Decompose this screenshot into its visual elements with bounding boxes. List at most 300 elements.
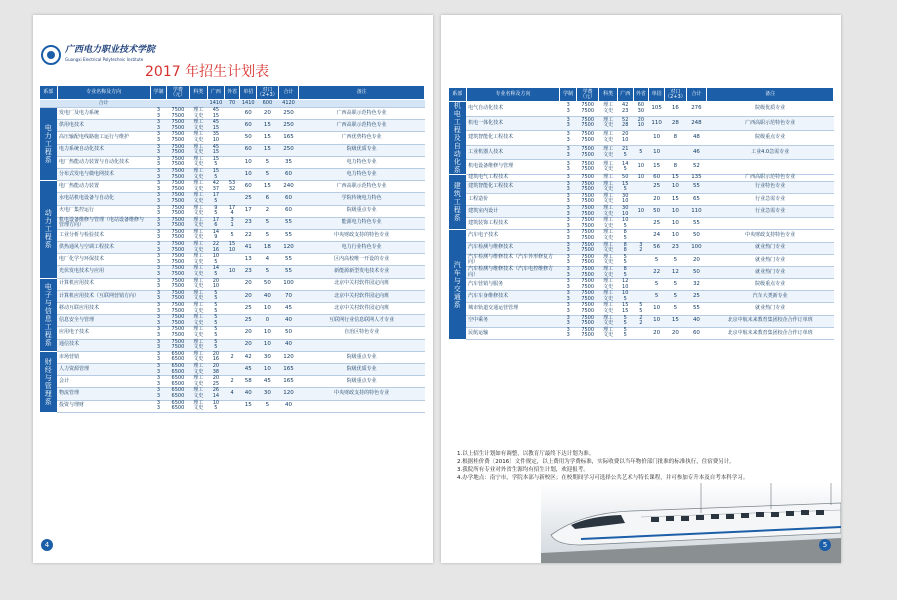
major-name: 建筑电气工程技术: [466, 175, 560, 182]
category-value: 理工 文史: [189, 120, 207, 132]
fee-value: 6500 6500: [167, 351, 190, 363]
table-row: [40, 193, 425, 205]
right-page: [441, 15, 841, 563]
single-exam-quota: 20: [240, 290, 257, 302]
major-name: 机电设备维修与管理: [466, 160, 560, 175]
counterpart-quota: 15: [665, 175, 687, 182]
total-quota: 55: [278, 254, 299, 266]
fee-value: 7500 7500: [576, 181, 599, 193]
category-value: 理工 文史: [599, 254, 617, 266]
remark: [299, 400, 425, 412]
single-exam-quota: 50: [649, 205, 665, 217]
counterpart-quota: 6: [257, 193, 279, 205]
years-value: 3 3: [150, 339, 166, 351]
other-province-quota: [633, 131, 649, 146]
total-quota: 32: [686, 279, 707, 291]
remark: 院级重点专业: [707, 131, 834, 146]
remark: 北京中关村软件园定向班: [299, 303, 425, 315]
total-quota: 276: [686, 102, 707, 117]
other-province-quota: 15 10: [224, 242, 240, 254]
counterpart-quota: 0: [257, 315, 279, 327]
table-row: [449, 291, 834, 303]
counterpart-quota: 10: [257, 327, 279, 339]
fee-value: 7500 7500: [576, 205, 599, 217]
remark: 北京中航未来教育集团校企合作订单班: [707, 327, 834, 339]
counterpart-quota: 5: [257, 266, 279, 278]
remark: 互联网行业信息联网人才专业: [299, 315, 425, 327]
major-name: 建筑装饰工程技术: [466, 218, 560, 230]
total-value: 4120: [278, 100, 299, 108]
total-quota: 135: [686, 175, 707, 182]
single-exam-quota: 40: [240, 388, 257, 400]
guangxi-quota: 30 10: [617, 205, 633, 217]
total-label: 合计: [57, 100, 150, 108]
years-value: 3 3: [150, 217, 166, 229]
fee-value: 7500 7500: [167, 266, 190, 278]
note-line: 2.根据桂价费〔2016〕文件规定，以上费用为学费标准，实际收费以当年物价部门批准的标准执行，住宿费另计。: [457, 459, 735, 465]
category-value: 理工 文史: [599, 291, 617, 303]
table-row: [449, 230, 834, 242]
column-header: 系部: [40, 86, 58, 100]
single-exam-quota: 20: [649, 193, 665, 205]
years-value: 3 3: [560, 205, 576, 217]
single-exam-quota: 5: [649, 254, 665, 266]
other-province-quota: 53 32: [224, 181, 240, 193]
single-exam-quota: 5: [649, 279, 665, 291]
category-value: 理工 文史: [599, 102, 617, 117]
years-value: 3 3: [150, 156, 166, 168]
years-value: 3 3: [560, 218, 576, 230]
table-row: [449, 193, 834, 205]
table-row: [40, 156, 425, 168]
other-province-quota: [224, 400, 240, 412]
guangxi-quota: 5 5: [208, 290, 225, 302]
total-quota: 55: [686, 303, 707, 315]
remark: 行业急需专业: [707, 205, 834, 217]
table-row: [449, 205, 834, 217]
guangxi-quota: 5 5: [208, 339, 225, 351]
years-value: 3 3: [560, 254, 576, 266]
years-value: 3 3: [560, 145, 576, 160]
fee-value: 7500 7500: [576, 193, 599, 205]
guangxi-quota: 26 14: [208, 388, 225, 400]
table-row: [40, 290, 425, 302]
column-header: 单招: [240, 86, 257, 100]
other-province-quota: 2: [224, 351, 240, 363]
department-cell: 汽车与交通系: [449, 230, 467, 340]
guangxi-quota: 15 5: [208, 168, 225, 180]
category-value: 理工 文史: [189, 156, 207, 168]
guangxi-quota: 5 5: [208, 303, 225, 315]
other-province-quota: 5 5: [633, 303, 649, 315]
major-name: 建筑智能化工程技术: [466, 131, 560, 146]
counterpart-quota: 40: [257, 290, 279, 302]
enrollment-table-right: [448, 87, 834, 340]
counterpart-quota: 5: [665, 291, 687, 303]
guangxi-quota: 5 5: [208, 315, 225, 327]
category-value: 理工 文史: [599, 193, 617, 205]
table-row: [449, 327, 834, 339]
table-row: [449, 303, 834, 315]
left-page: [33, 15, 433, 563]
note-line: 1.以上招生计划如有调整，以教育厅最终下达计划为准。: [457, 451, 595, 457]
other-province-quota: [633, 193, 649, 205]
guangxi-quota: 30 10: [617, 193, 633, 205]
department-cell: 电力工程系: [40, 108, 58, 181]
table-row: [40, 205, 425, 217]
years-value: 3 3: [150, 376, 166, 388]
category-value: 理工 文史: [189, 400, 207, 412]
other-province-quota: [633, 218, 649, 230]
counterpart-quota: 10: [665, 218, 687, 230]
guangxi-quota: 50: [617, 175, 633, 182]
single-exam-quota: 10: [649, 303, 665, 315]
remark: 自治区特色专业: [299, 327, 425, 339]
high-speed-train-image: [541, 483, 841, 563]
table-header-row: [449, 88, 834, 102]
guangxi-quota: 5 5: [617, 327, 633, 339]
fee-value: 7500 7500: [167, 242, 190, 254]
total-quota: 60: [278, 205, 299, 217]
department-cell: 电子与信息工程系: [40, 278, 58, 351]
other-province-quota: [224, 303, 240, 315]
major-name: 工业机器人技术: [466, 145, 560, 160]
major-name: 汽车电子技术: [466, 230, 560, 242]
guangxi-quota: 8 8: [617, 242, 633, 254]
remark: 就业热门专业: [707, 266, 834, 278]
guangxi-quota: 8 5: [617, 230, 633, 242]
remark: 就业热门专业: [707, 242, 834, 254]
major-name: 汽车营销与服务: [466, 279, 560, 291]
fee-value: 7500: [576, 175, 599, 182]
remark: 行业特色专业: [707, 181, 834, 193]
category-value: 理工 文史: [189, 254, 207, 266]
table-row: [40, 254, 425, 266]
total-quota: 20: [686, 254, 707, 266]
column-header: 对口（2+3）: [665, 88, 686, 100]
other-province-quota: 10: [224, 266, 240, 278]
remark: 电力行业特色专业: [299, 242, 425, 254]
table-row: [40, 242, 425, 254]
major-name: 高压输配电线路施工运行与维护: [57, 132, 150, 144]
category-value: 理工 文史: [189, 315, 207, 327]
single-exam-quota: 23: [240, 266, 257, 278]
table-row: [40, 315, 425, 327]
guangxi-quota: 9 5: [208, 205, 225, 217]
major-name: 空中乘务: [466, 315, 560, 327]
single-exam-quota: 25: [240, 193, 257, 205]
total-quota: 35: [278, 156, 299, 168]
counterpart-quota: 16: [665, 102, 687, 117]
table-row: [449, 266, 834, 278]
years-value: 3 3: [150, 266, 166, 278]
other-province-quota: 5: [633, 145, 649, 160]
guangxi-quota: 45 15: [208, 108, 225, 120]
fee-value: 7500 7500: [167, 144, 190, 156]
page-number-right: 5: [819, 539, 831, 551]
counterpart-quota: 15: [257, 181, 279, 193]
category-value: 理工 文史: [189, 229, 207, 241]
total-quota: 250: [278, 108, 299, 120]
years-value: 3 3: [150, 242, 166, 254]
other-province-quota: [224, 144, 240, 156]
counterpart-quota: 23: [665, 242, 687, 254]
fee-value: 7500 7500: [576, 315, 599, 327]
category-value: 理工 文史: [189, 168, 207, 180]
fee-value: 7500 7500: [167, 254, 190, 266]
remark: 北京中关村软件园定向班: [299, 278, 425, 290]
counterpart-quota: 10: [665, 205, 687, 217]
total-row: [40, 100, 425, 108]
single-exam-quota: 56: [649, 242, 665, 254]
page-number-left: 4: [41, 539, 53, 551]
years-value: 3 3: [150, 388, 166, 400]
counterpart-quota: 18: [257, 242, 279, 254]
remark: 广西高职示范特色专业: [707, 175, 834, 182]
fee-value: 7500 7500: [576, 303, 599, 315]
major-name: 机电一体化技术: [466, 116, 560, 131]
table-row: [449, 254, 834, 266]
total-quota: 40: [686, 315, 707, 327]
category-value: 理工 文史: [189, 242, 207, 254]
other-province-quota: 2: [224, 376, 240, 388]
major-name: 计算机应用技术: [57, 278, 150, 290]
total-quota: 55: [278, 217, 299, 229]
remark: 院级重点专业: [299, 351, 425, 363]
major-name: 工业分析与检验技术: [57, 229, 150, 241]
counterpart-quota: 15: [257, 144, 279, 156]
table-row: [40, 303, 425, 315]
column-header: 广西: [617, 88, 633, 102]
page-title: 2017 年招生计划表: [145, 64, 270, 80]
total-quota: 65: [686, 193, 707, 205]
guangxi-quota: 15 5: [617, 181, 633, 193]
total-quota: 52: [686, 160, 707, 175]
category-value: 理工 文史: [599, 131, 617, 146]
total-quota: 50: [686, 266, 707, 278]
years-value: 3 3: [560, 116, 576, 131]
school-name-en: Guangxi Electrical Polytechnic Institute: [65, 57, 144, 62]
major-name: 供热通风与空调工程技术: [57, 242, 150, 254]
table-row: [40, 181, 425, 193]
guangxi-quota: 17 5: [208, 193, 225, 205]
other-province-quota: [224, 132, 240, 144]
other-province-quota: [633, 266, 649, 278]
total-quota: 165: [278, 376, 299, 388]
major-name: 汽车检测与维修技术: [466, 242, 560, 254]
fee-value: 7500 7500: [576, 145, 599, 160]
column-header: 学制: [560, 88, 576, 102]
total-quota: 250: [278, 120, 299, 132]
column-header: 学制: [150, 86, 166, 100]
other-province-quota: 10: [633, 175, 649, 182]
fee-value: 7500 7500: [167, 193, 190, 205]
guangxi-quota: 21 5: [617, 145, 633, 160]
years-value: 3 3: [150, 205, 166, 217]
total-quota: 40: [278, 400, 299, 412]
counterpart-quota: 10: [257, 303, 279, 315]
guangxi-quota: 45 15: [208, 120, 225, 132]
single-exam-quota: 105: [649, 102, 665, 117]
table-row: [449, 145, 834, 160]
other-province-quota: [224, 156, 240, 168]
major-name: 水电站机电设备与自动化: [57, 193, 150, 205]
single-exam-quota: 22: [649, 266, 665, 278]
fee-value: 7500 7500: [167, 168, 190, 180]
counterpart-quota: 20: [665, 327, 687, 339]
years-value: 3 3: [150, 132, 166, 144]
guangxi-quota: 14 5: [617, 160, 633, 175]
counterpart-quota: 5: [257, 168, 279, 180]
total-value: 70: [224, 100, 240, 108]
column-header: 专业名称及方向: [466, 88, 560, 102]
fee-value: 7500 7500: [167, 290, 190, 302]
total-quota: 46: [686, 145, 707, 160]
counterpart-quota: 5: [257, 217, 279, 229]
table-header-row: [40, 86, 425, 100]
years-value: 3 3: [150, 327, 166, 339]
table-row: [449, 175, 834, 182]
years-value: 3 3: [150, 315, 166, 327]
fee-value: 7500 7500: [576, 279, 599, 291]
years-value: 3 3: [560, 230, 576, 242]
counterpart-quota: 10: [257, 363, 279, 375]
single-exam-quota: 5: [649, 291, 665, 303]
major-name: 市场营销: [57, 351, 150, 363]
total-quota: 70: [278, 290, 299, 302]
column-header: 合计: [278, 86, 299, 100]
single-exam-quota: 15: [649, 160, 665, 175]
category-value: 理工 文史: [599, 242, 617, 254]
major-name: 汽车检测与维修技术（汽车电控维修方向）: [466, 266, 560, 278]
major-name: 人力资源管理: [57, 363, 150, 375]
major-name: 机电设备维修与管理（电站设备维修与管理方向）: [57, 217, 150, 229]
counterpart-quota: 10: [665, 181, 687, 193]
guangxi-quota: 17 6: [208, 217, 225, 229]
single-exam-quota: 10: [240, 168, 257, 180]
single-exam-quota: 110: [649, 116, 665, 131]
single-exam-quota: 25: [649, 181, 665, 193]
counterpart-quota: 12: [665, 266, 687, 278]
remark: [707, 160, 834, 175]
total-quota: 120: [278, 242, 299, 254]
fee-value: 7500 7500: [576, 116, 599, 131]
category-value: 理工: [599, 175, 617, 182]
total-quota: 100: [686, 242, 707, 254]
single-exam-quota: 45: [240, 363, 257, 375]
category-value: 理工 文史: [189, 376, 207, 388]
fee-value: 7500 7500: [167, 132, 190, 144]
category-value: 理工 文史: [599, 205, 617, 217]
fee-value: 7500 7500: [167, 156, 190, 168]
category-value: 理工 文史: [599, 315, 617, 327]
table-row: [40, 132, 425, 144]
major-name: 物流管理: [57, 388, 150, 400]
counterpart-quota: 10: [257, 339, 279, 351]
remark: 新能源新型发电技术专业: [299, 266, 425, 278]
guangxi-quota: 10 5: [208, 254, 225, 266]
single-exam-quota: 25: [649, 218, 665, 230]
single-exam-quota: 50: [240, 132, 257, 144]
column-header: 系部: [449, 88, 467, 102]
remark: 北京中航未来教育集团校企合作订单班: [707, 315, 834, 327]
total-value: 600: [257, 100, 279, 108]
table-row: [40, 168, 425, 180]
category-value: 理工 文史: [189, 351, 207, 363]
other-province-quota: [224, 108, 240, 120]
column-header: 广西: [208, 86, 225, 100]
years-value: 3: [560, 175, 576, 182]
counterpart-quota: 30: [257, 351, 279, 363]
major-name: 应用电子技术: [57, 327, 150, 339]
other-province-quota: [224, 278, 240, 290]
major-name: 电气自动化技术: [466, 102, 560, 117]
guangxi-quota: 5 5: [617, 315, 633, 327]
counterpart-quota: 15: [257, 120, 279, 132]
fee-value: 7500 7500: [167, 327, 190, 339]
column-header: 对口（2+3）: [257, 86, 278, 98]
table-row: [449, 131, 834, 146]
years-value: 3 3: [560, 242, 576, 254]
major-name: 会计: [57, 376, 150, 388]
column-header: 单招: [649, 88, 665, 102]
single-exam-quota: 10: [649, 315, 665, 327]
counterpart-quota: 5: [257, 400, 279, 412]
counterpart-quota: 5: [665, 279, 687, 291]
guangxi-quota: 12 10: [617, 279, 633, 291]
major-name: 汽车检测与维修技术（汽车外形修复方向）: [466, 254, 560, 266]
counterpart-quota: 2: [257, 205, 279, 217]
other-province-quota: [633, 230, 649, 242]
other-province-quota: [224, 315, 240, 327]
guangxi-quota: 52 28: [617, 116, 633, 131]
major-name: 城市轨道交通运营管理: [466, 303, 560, 315]
years-value: 3 3: [150, 400, 166, 412]
total-quota: 248: [686, 116, 707, 131]
counterpart-quota: 45: [257, 376, 279, 388]
years-value: 3 3: [150, 181, 166, 193]
fee-value: 7500 7500: [576, 230, 599, 242]
category-value: 理工 文史: [189, 193, 207, 205]
single-exam-quota: 10: [649, 145, 665, 160]
remark: 院级优质专业: [299, 363, 425, 375]
table-row: [40, 266, 425, 278]
total-quota: 55: [686, 218, 707, 230]
guangxi-quota: 42 37: [208, 181, 225, 193]
single-exam-quota: 60: [649, 175, 665, 182]
table-row: [449, 102, 834, 117]
other-province-quota: [224, 339, 240, 351]
remark: 院级优质专业: [299, 144, 425, 156]
other-province-quota: 20 10: [633, 116, 649, 131]
fee-value: 7500 7500: [167, 339, 190, 351]
guangxi-quota: 42 23: [617, 102, 633, 117]
total-quota: 100: [278, 278, 299, 290]
total-quota: 40: [278, 339, 299, 351]
total-quota: 40: [278, 315, 299, 327]
single-exam-quota: 60: [240, 144, 257, 156]
counterpart-quota: [665, 145, 687, 160]
major-name: 汽车车身维修技术: [466, 291, 560, 303]
fee-value: 7500 7500: [167, 217, 190, 229]
fee-value: 7500 7500: [576, 218, 599, 230]
category-value: 理工 文史: [189, 339, 207, 351]
guangxi-quota: 14 5: [208, 266, 225, 278]
other-province-quota: [633, 291, 649, 303]
counterpart-quota: 5: [665, 303, 687, 315]
category-value: 理工 文史: [599, 230, 617, 242]
fee-value: 6500 6500: [167, 388, 190, 400]
